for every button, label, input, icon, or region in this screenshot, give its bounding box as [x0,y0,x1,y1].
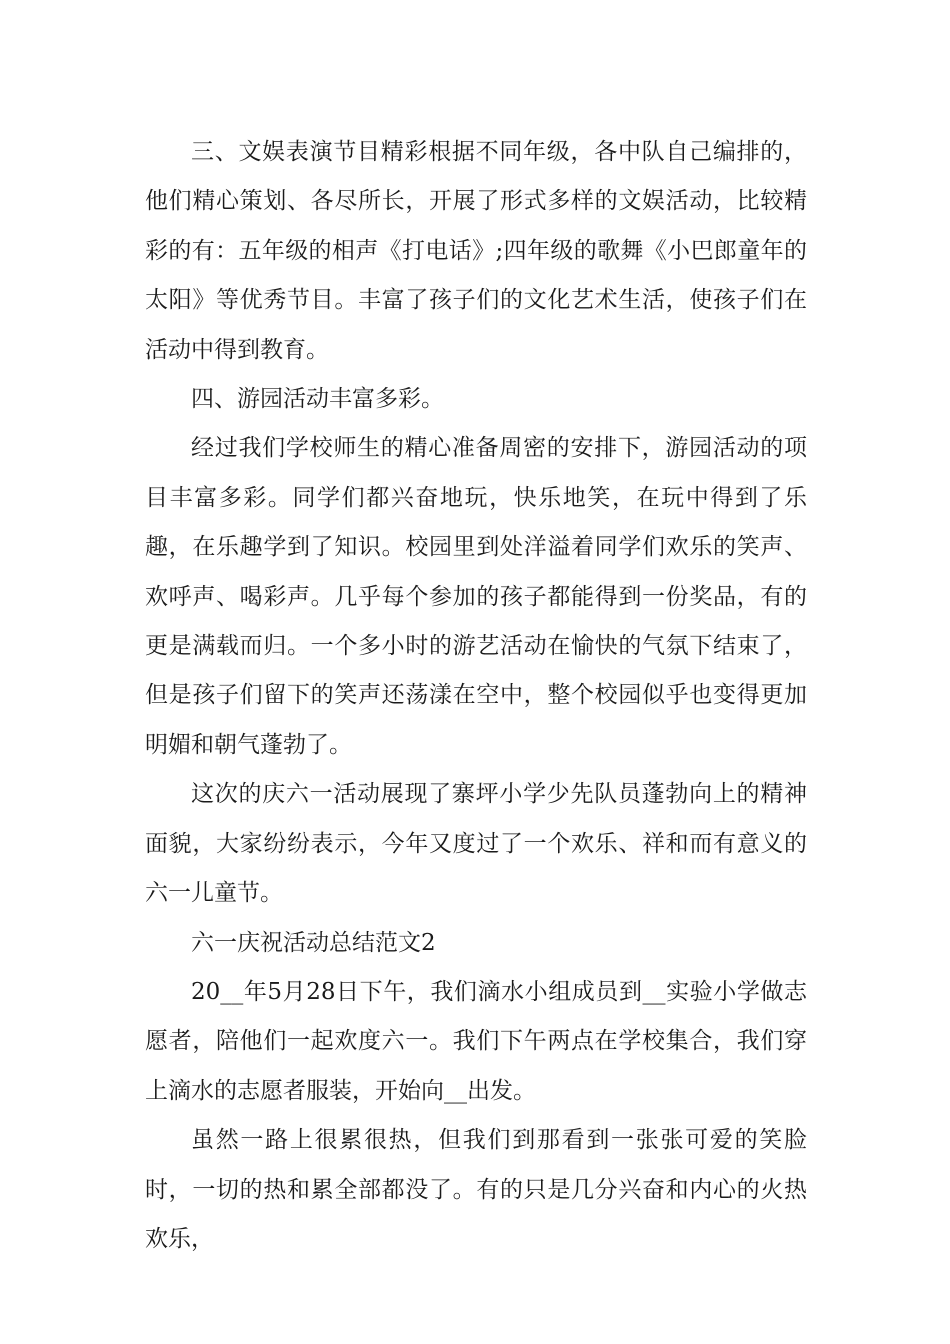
paragraph-performances: 三、文娱表演节目精彩根据不同年级，各中队自己编排的，他们精心策划、各尽所长，开展了形式多样的文娱活动，比较精彩的有：五年级的相声《打电话》;四年级的歌舞《小巴郎童年的太阳》等优秀节目。丰富了孩子们的文化艺术生活，使孩子们在活动中得到教育。 [145,139,807,363]
paragraph-heading-garden-activities: 四、游园活动丰富多彩。 [191,386,444,413]
paragraph-garden-activities: 经过我们学校师生的精心准备周密的安排下，游园活动的项目丰富多彩。同学们都兴奋地玩，快乐地笑，在玩中得到了乐趣，在乐趣学到了知识。校园里到处洋溢着同学们欢乐的笑声、欢呼声、喝彩声。几乎每个参加的孩子都能得到一份奖品，有的更是满载而归。一个多小时的游艺活动在愉快的气氛下结束了，但是孩子们留下的笑声还荡漾在空中，整个校园似乎也变得更加明媚和朝气蓬勃了。 [145,435,807,758]
document-body [145,128,807,1264]
paragraph-volunteer-intro: 20__年5月28日下午，我们滴水小组成员到__实验小学做志愿者，陪他们一起欢度六一。我们下午两点在学校集合，我们穿上滴水的志愿者服装，开始向__出发。 [145,978,807,1104]
paragraph-sample-title: 六一庆祝活动总结范文2 [191,929,436,956]
paragraph-volunteer-feelings: 虽然一路上很累很热，但我们到那看到一张张可爱的笑脸时，一切的热和累全部都没了。有的只是几分兴奋和内心的火热欢乐， [145,1127,807,1252]
paragraph-summary: 这次的庆六一活动展现了寨坪小学少先队员蓬勃向上的精神面貌，大家纷纷表示，今年又度过了一个欢乐、祥和而有意义的六一儿童节。 [145,781,807,907]
